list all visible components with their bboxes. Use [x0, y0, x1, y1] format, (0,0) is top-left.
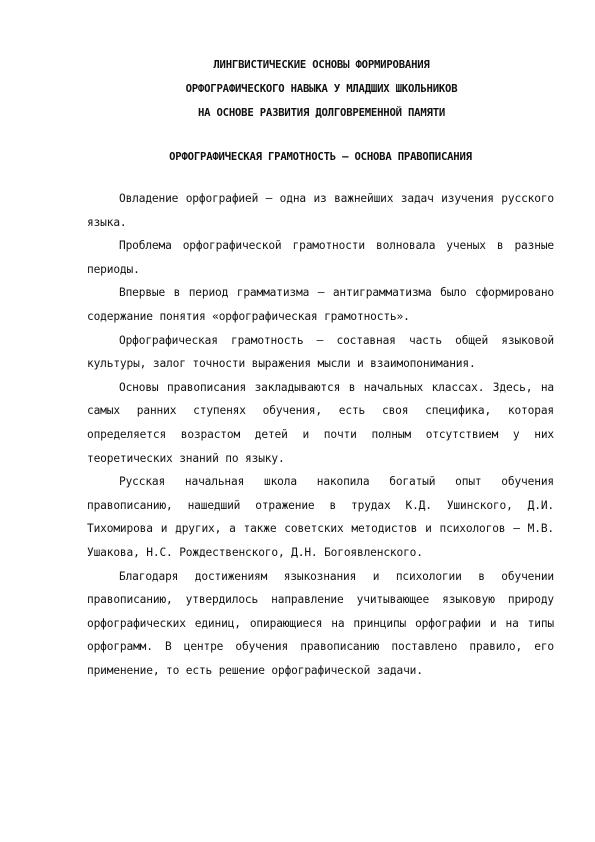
- title-line-2: ОРФОГРАФИЧЕСКОГО НАВЫКА У МЛАДШИХ ШКОЛЬНИКОВ: [185, 83, 458, 95]
- paragraph-6: Русская начальная школа накопила богатый опыт обучения правописанию, нашедший отражение в трудах К.Д. Ушинского, Д.И. Тихомирова и других, а также советских методистов и психологов – М.В. Ушакова, Н.С. Рождественского, Д.Н. Богоявленского.: [87, 475, 554, 559]
- paragraph-4: Орфографическая грамотность – составная часть общей языковой культуры, залог точности выражения мысли и взаимопонимания.: [87, 333, 554, 371]
- section-heading: ОРФОГРАФИЧЕСКАЯ ГРАМОТНОСТЬ – ОСНОВА ПРАВОПИСАНИЯ: [169, 151, 472, 163]
- paragraph-7: Благодаря достижениям языкознания и психологии в обучении правописанию, утвердилось направление учитывающее языковую природу орфографических единиц, опирающиеся на принципы орфографии и на типы орфограмм. В центре обучения правописанию поставлено правило, его применение, то есть решение орфографической задачи.: [87, 569, 554, 677]
- paragraph-2: Проблема орфографической грамотности волновала ученых в разные периоды.: [87, 239, 554, 276]
- title-line-1: ЛИНГВИСТИЧЕСКИЕ ОСНОВЫ ФОРМИРОВАНИЯ: [213, 59, 430, 71]
- document-title: [87, 53, 556, 125]
- paragraph-1: Овладение орфографией – одна из важнейших задач изучения русского языка.: [87, 192, 554, 229]
- title-line-3: НА ОСНОВЕ РАЗВИТИЯ ДОЛГОВРЕМЕННОЙ ПАМЯТИ: [197, 107, 446, 119]
- paragraph-3: Впервые в период грамматизма – антиграмматизма было сформировано содержание понятия «орфографическая грамотность».: [87, 286, 554, 323]
- body-text: [87, 187, 554, 682]
- paragraph-5: Основы правописания закладываются в начальных классах. Здесь, на самых ранних ступенях обучения, есть своя специфика, которая определяется возрастом детей и почти полным отсутствием у них теоретических знаний по языку.: [87, 380, 554, 465]
